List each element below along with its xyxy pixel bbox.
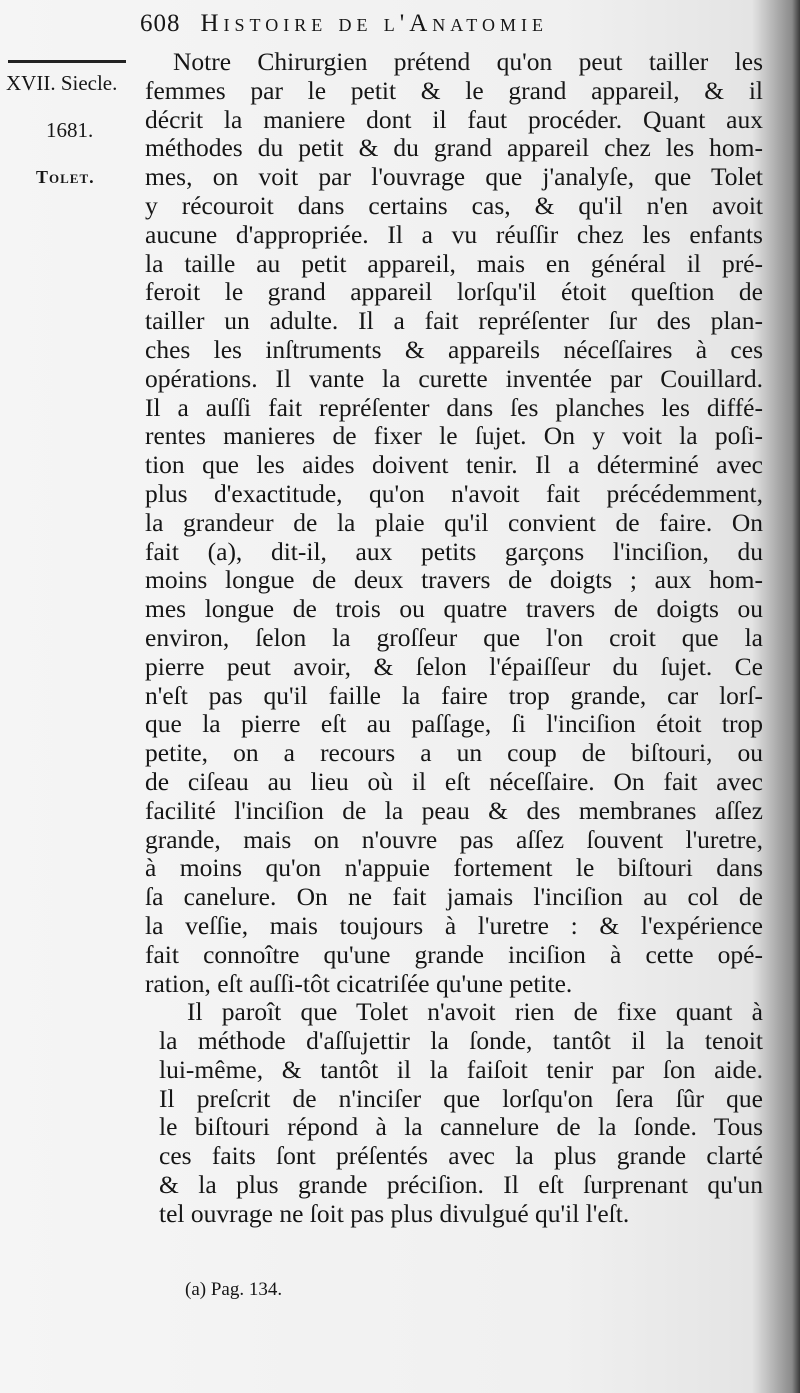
text-line: moins longue de deux travers de doigts ; aux hom-	[145, 565, 763, 595]
text-line: Il preſcrit de n'inciſer que lorſqu'on ſera ſûr que	[159, 1083, 763, 1113]
text-line: à moins qu'on n'appuie fortement le biſtouri dans	[145, 853, 763, 883]
text-line: la taille au petit appareil, mais en général il pré-	[145, 248, 763, 278]
paragraph-1	[145, 48, 763, 998]
running-title: Histoire de l'Anatomie	[200, 10, 548, 37]
margin-year: 1681.	[46, 118, 94, 142]
text-line: que la pierre eſt au paſſage, ſi l'inciſion étoit trop	[145, 709, 763, 739]
margin-author: Tolet.	[36, 167, 95, 187]
text-line: tion que les aides doivent tenir. Il a déterminé avec	[145, 450, 763, 480]
text-line: rentes manieres de fixer le ſujet. On y voit la poſi-	[145, 421, 763, 451]
text-line: ches les inſtruments & appareils néceſſaires à ces	[145, 334, 763, 364]
body-text	[145, 48, 763, 1229]
text-line: lui-même, & tantôt il la faiſoit tenir par ſon aide.	[159, 1054, 763, 1084]
text-line: n'eſt pas qu'il faille la faire trop grande, car lorſ-	[145, 680, 763, 710]
text-line: décrit la maniere dont il faut procéder. Quant aux	[145, 104, 763, 134]
text-line: tel ouvrage ne ſoit pas plus divulgué qu'il l'eſt.	[159, 1198, 630, 1228]
text-line: fait (a), dit-il, aux petits garçons l'inciſion, du	[145, 536, 763, 566]
margin-rule	[8, 60, 126, 63]
text-line: ſa canelure. On ne fait jamais l'inciſion au col de	[145, 882, 763, 912]
text-line: feroit le grand appareil lorſqu'il étoit queſtion de	[145, 277, 763, 307]
text-line: la grandeur de la plaie qu'il convient de faire. On	[145, 507, 763, 537]
page-header	[140, 10, 700, 50]
text-line: y récouroit dans certains cas, & qu'il n'en avoit	[145, 190, 763, 220]
text-line: le biſtouri répond à la cannelure de la ſonde. Tous	[159, 1112, 763, 1142]
text-line: plus d'exactitude, qu'on n'avoit fait précédemment,	[145, 478, 763, 508]
text-line: la veſſie, mais toujours à l'uretre : & l'expérience	[145, 910, 763, 940]
margin-notes	[6, 70, 138, 191]
text-line: grande, mais on n'ouvre pas aſſez ſouvent l'uretre,	[145, 824, 763, 854]
footnote: (a) Pag. 134.	[185, 1279, 283, 1300]
text-line: opérations. Il vante la curette inventée par Couillard.	[145, 363, 763, 393]
text-line: petite, on a recours a un coup de biſtouri, ou	[145, 738, 763, 768]
text-line: Il a auſſi fait repréſenter dans ſes planches les diffé-	[145, 392, 763, 422]
text-line: ces faits ſont préſentés avec la plus grande clarté	[159, 1141, 763, 1171]
text-line: méthodes du petit & du grand appareil chez les hom-	[145, 133, 763, 163]
text-line: & la plus grande préciſion. Il eſt ſurprenant qu'un	[159, 1170, 763, 1200]
text-line: tailler un adulte. Il a fait repréſenter ſur des plan-	[145, 306, 763, 336]
text-line: femmes par le petit & le grand appareil, & il	[145, 75, 763, 105]
text-line: aucune d'appropriée. Il a vu réuſſir chez les enfants	[145, 219, 763, 249]
text-line: environ, ſelon la groſſeur que l'on croit que la	[145, 622, 763, 652]
text-line: la méthode d'aſſujettir la ſonde, tantôt il la tenoit	[159, 1026, 763, 1056]
text-line: facilité l'inciſion de la peau & des membranes aſſez	[145, 795, 763, 825]
paragraph-2	[145, 998, 763, 1228]
text-line: Notre Chirurgien prétend qu'on peut tailler les	[173, 47, 763, 76]
text-line: ration, eſt auſſi-tôt cicatriſée qu'une petite.	[145, 968, 573, 998]
text-line: mes longue de trois ou quatre travers de doigts ou	[145, 594, 763, 624]
text-line: pierre peut avoir, & ſelon l'épaiſſeur du ſujet. Ce	[145, 651, 763, 681]
text-line: mes, on voit par l'ouvrage que j'analyſe, que Tolet	[145, 162, 763, 192]
text-line: fait connoître qu'une grande inciſion à cette opé-	[145, 939, 763, 969]
margin-century: XVII. Siecle.	[6, 71, 118, 95]
text-line: de ciſeau au lieu où il eſt néceſſaire. On fait avec	[145, 766, 763, 796]
page-number: 608	[140, 10, 181, 37]
text-line: Il paroît que Tolet n'avoit rien de fixe quant à	[187, 997, 763, 1027]
